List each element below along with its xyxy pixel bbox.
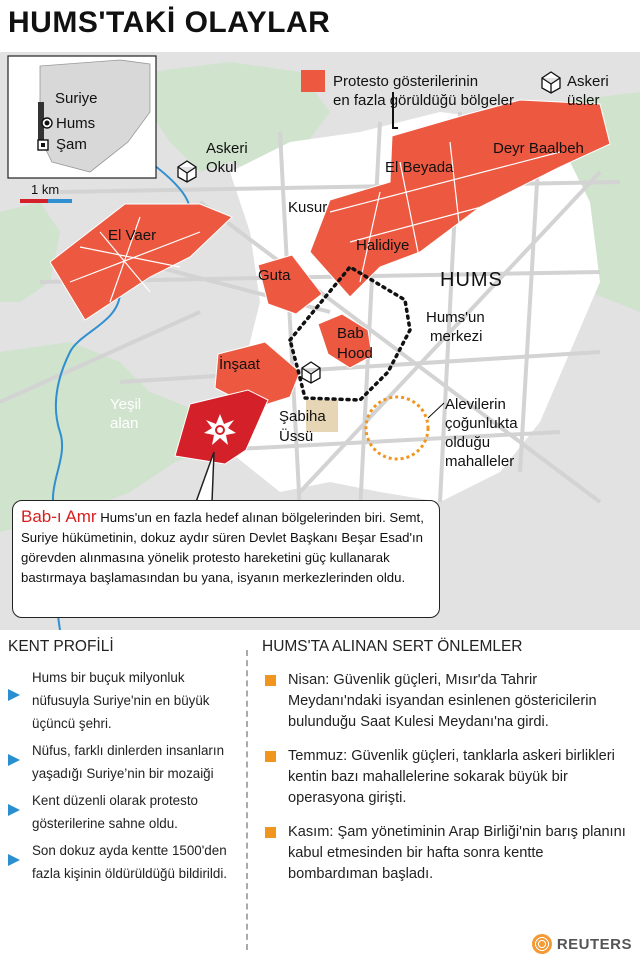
profile-item-text: Hums bir buçuk milyonluk nüfusuyla Suriye'nin en büyük üçüncü şehri. [32, 670, 210, 731]
measures-title: HUMS'TA ALINAN SERT ÖNLEMLER [262, 638, 523, 655]
bab-i-amr-callout [12, 500, 440, 618]
legend-base-label-2: üsler [567, 92, 600, 109]
label-alevi-4: mahalleler [445, 453, 515, 470]
profile-item [8, 789, 238, 835]
label-guta: Guta [258, 267, 291, 284]
callout-text: Hums'un en fazla hedef alınan bölgelerinden biri. Semt, Suriye hükümetinin, dokuz aydır süren Devlet Başkanı Beşar Esad'ın görevden alınmasına yönelik protesto hareketini güç kullanarak bastırmaya başlamasından bu yana, isyanın merkezlerinden oldu. [21, 510, 424, 585]
measure-item [262, 746, 632, 809]
measure-item-text: Nisan: Güvenlik güçleri, Mısır'da Tahrir Meydanı'ndaki isyandan esinlenen göstericilerin bulunduğu Saat Kulesi Meydanı'na girdi. [288, 672, 597, 730]
city-profile-title: KENT PROFİLİ [8, 638, 114, 655]
label-askeri-okul-1: Askeri [206, 140, 248, 157]
measure-item [262, 670, 632, 733]
scale-label: 1 km [31, 182, 60, 197]
section-divider [246, 650, 248, 950]
label-el-vaer: El Vaer [108, 227, 157, 244]
profile-item [8, 839, 238, 885]
inset-label-sam: Şam [56, 136, 87, 153]
profile-item [8, 666, 238, 735]
legend-protest-label-1: Protesto gösterilerinin [333, 73, 479, 90]
bullet-square-icon [265, 751, 276, 762]
label-bab-hood-1: Bab [337, 325, 364, 342]
profile-item [8, 739, 238, 785]
label-bab-hood-2: Hood [337, 345, 373, 362]
legend-protest-swatch [301, 70, 325, 92]
inset-label-hums: Hums [56, 115, 96, 132]
page-title: HUMS'TAKİ OLAYLAR [8, 6, 331, 39]
reuters-logo-icon [532, 934, 552, 954]
label-insaat: İnşaat [219, 356, 260, 373]
measure-item-text: Kasım: Şam yönetiminin Arap Birliği'nin barış planını kabul etmesinden bir hafta sonra kentte bombardıman başladı. [288, 824, 626, 882]
label-halidiye: Halidiye [356, 237, 410, 254]
label-askeri-okul-2: Okul [206, 159, 237, 176]
label-merkez-2: merkezi [430, 328, 483, 345]
reuters-brand [532, 934, 632, 954]
label-hums: HUMS [440, 269, 503, 291]
label-yesil-1: Yeşil [110, 396, 142, 413]
legend-base-label-1: Askeri [567, 73, 609, 90]
crackdown-measures-section [262, 638, 632, 898]
bullet-triangle-icon [8, 854, 20, 866]
profile-item-text: Nüfus, farklı dinlerden insanların yaşadığı Suriye’nin bir mozaiği [32, 743, 225, 781]
label-kusur: Kusur [288, 199, 328, 216]
label-alevi-3: olduğu [445, 434, 491, 451]
label-alevi-1: Alevilerin [445, 396, 506, 413]
profile-item-text: Kent düzenli olarak protesto gösterilerine sahne oldu. [32, 793, 198, 831]
bullet-square-icon [265, 827, 276, 838]
city-profile-section [8, 638, 238, 889]
inset-map [8, 56, 156, 178]
legend-protest-label-2: en fazla görüldüğü bölgeler [333, 92, 514, 109]
brand-name: REUTERS [556, 935, 632, 953]
bullet-triangle-icon [8, 689, 20, 701]
bullet-triangle-icon [8, 754, 20, 766]
label-yesil-2: alan [110, 415, 139, 432]
scale-bar-blue [48, 199, 72, 203]
bullet-square-icon [265, 675, 276, 686]
bullet-triangle-icon [8, 804, 20, 816]
label-sabiha-2: Üssü [279, 428, 314, 445]
inset-label-suriye: Suriye [55, 90, 98, 107]
profile-item-text: Son dokuz ayda kentte 1500'den fazla kişinin öldürüldüğü bildirildi. [32, 843, 228, 881]
callout-highlight: Bab-ı Amr [21, 507, 97, 526]
label-alevi-2: çoğunlukta [445, 415, 518, 432]
label-deyr-baalbeh: Deyr Baalbeh [493, 140, 584, 157]
label-el-beyada: El Beyada [385, 159, 454, 176]
measure-item [262, 822, 632, 885]
label-sabiha-1: Şabiha [279, 408, 326, 425]
scale-bar-red [20, 199, 48, 203]
measure-item-text: Temmuz: Güvenlik güçleri, tanklarla askeri birlikleri kentin bazı mahallelerine sokarak büyük bir operasyona girişti. [288, 748, 615, 806]
label-merkez-1: Hums'un [426, 309, 485, 326]
